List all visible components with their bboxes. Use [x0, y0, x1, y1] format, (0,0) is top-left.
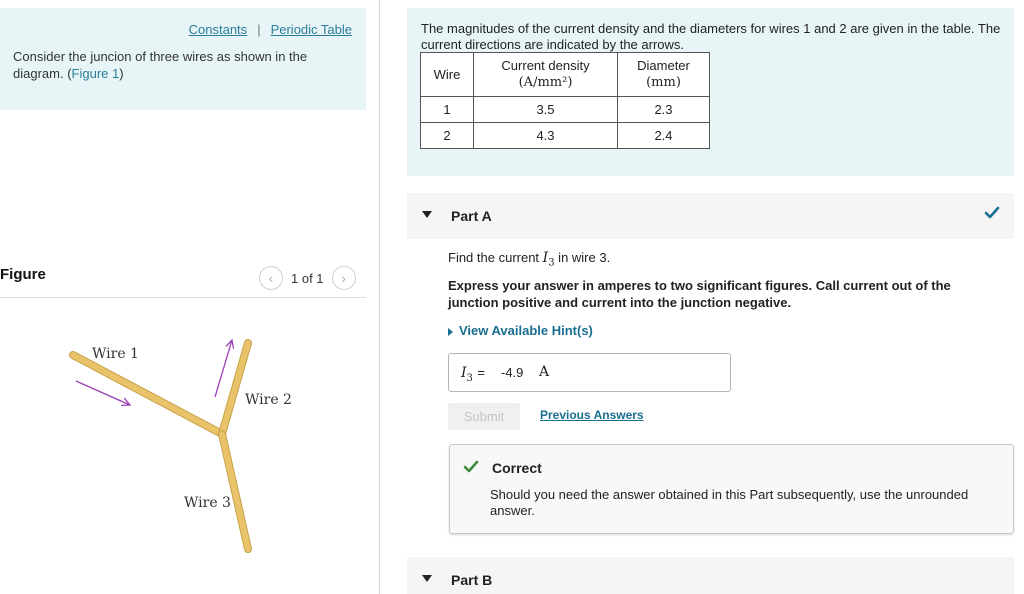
cell-density: 3.5 — [474, 97, 618, 123]
part-b-header[interactable] — [407, 557, 1014, 594]
wire-2-label: Wire 2 — [245, 392, 292, 408]
intro-box — [0, 8, 366, 110]
answer-label — [461, 365, 485, 384]
right-panel — [380, 0, 1024, 594]
answer-eq: = — [477, 365, 485, 380]
feedback-title: Correct — [492, 460, 542, 476]
question-sub: 3 — [548, 257, 555, 269]
figure-pager — [259, 266, 356, 290]
question-var: I — [542, 250, 549, 266]
header-diameter-unit: (mm) — [646, 75, 681, 90]
wire-3-label: Wire 3 — [184, 495, 231, 511]
intro-sentence: Consider the juncion of three wires as shown in the diagram. ( — [13, 49, 308, 81]
question-text — [448, 250, 610, 269]
periodic-table-link[interactable]: Periodic Table — [270, 22, 352, 37]
view-hints-link[interactable] — [448, 323, 593, 338]
wire-junction-diagram — [0, 298, 366, 594]
cell-wire: 1 — [421, 97, 474, 123]
header-diameter — [618, 53, 710, 97]
cell-diameter: 2.3 — [618, 97, 710, 123]
header-density-unit: (A/mm²) — [518, 75, 573, 90]
table-row — [421, 97, 710, 123]
answer-unit: A — [539, 364, 550, 380]
question-suffix: in wire 3. — [554, 250, 611, 265]
prev-figure-button[interactable] — [259, 266, 283, 290]
cell-density: 4.3 — [474, 123, 618, 149]
answer-input[interactable] — [448, 353, 731, 392]
info-box — [407, 8, 1014, 176]
part-b-title: Part B — [451, 572, 493, 588]
collapse-triangle-icon[interactable] — [422, 211, 432, 218]
collapse-triangle-icon[interactable] — [422, 575, 432, 582]
wire-3 — [222, 434, 248, 549]
intro-text — [13, 48, 343, 82]
top-strip — [0, 0, 366, 8]
data-table — [420, 52, 710, 149]
wire-1 — [73, 355, 222, 434]
table-row — [421, 123, 710, 149]
cell-wire: 2 — [421, 123, 474, 149]
header-density-label: Current density — [501, 58, 590, 73]
resource-links — [189, 22, 352, 37]
correct-check-icon — [463, 459, 479, 475]
feedback-box — [449, 444, 1014, 534]
hints-label: View Available Hint(s) — [459, 323, 593, 338]
question-prefix: Find the current — [448, 250, 543, 265]
answer-value: -4.9 — [501, 365, 524, 380]
expand-triangle-icon — [448, 328, 453, 336]
chevron-right-icon: › — [341, 270, 346, 286]
submit-button[interactable]: Submit — [448, 403, 520, 430]
part-a-title: Part A — [451, 208, 492, 224]
instructions: Express your answer in amperes to two significant figures. Call current out of the junction positive and current into the junction negative. — [448, 278, 951, 310]
previous-answers-link[interactable]: Previous Answers — [540, 408, 644, 422]
part-a-header[interactable] — [407, 193, 1014, 239]
header-density — [474, 53, 618, 97]
constants-link[interactable]: Constants — [188, 22, 248, 37]
wire-2-current-arrow — [215, 340, 232, 397]
wire-1-label: Wire 1 — [92, 346, 139, 362]
chevron-left-icon: ‹ — [268, 270, 274, 286]
figure-link[interactable]: Figure 1 — [71, 66, 120, 81]
wire-2 — [222, 343, 248, 434]
answer-var: I — [461, 365, 467, 381]
left-panel — [0, 0, 380, 594]
checkmark-icon — [984, 205, 1000, 221]
header-diameter-label: Diameter — [637, 58, 690, 73]
feedback-text: Should you need the answer obtained in this Part subsequently, use the unrounded answer. — [490, 487, 969, 518]
pager-count: 1 of 1 — [291, 270, 324, 286]
figure-title: Figure — [0, 266, 46, 283]
intro-close: ) — [119, 66, 124, 81]
info-text: The magnitudes of the current density and the diameters for wires 1 and 2 are given in the table. The current directions are indicated by the arrows. — [421, 21, 1001, 52]
cell-diameter: 2.4 — [618, 123, 710, 149]
answer-sub: 3 — [466, 372, 473, 384]
table-header-row — [421, 53, 710, 97]
header-wire: Wire — [421, 53, 474, 97]
link-separator: | — [257, 22, 261, 37]
next-figure-button[interactable] — [332, 266, 356, 290]
